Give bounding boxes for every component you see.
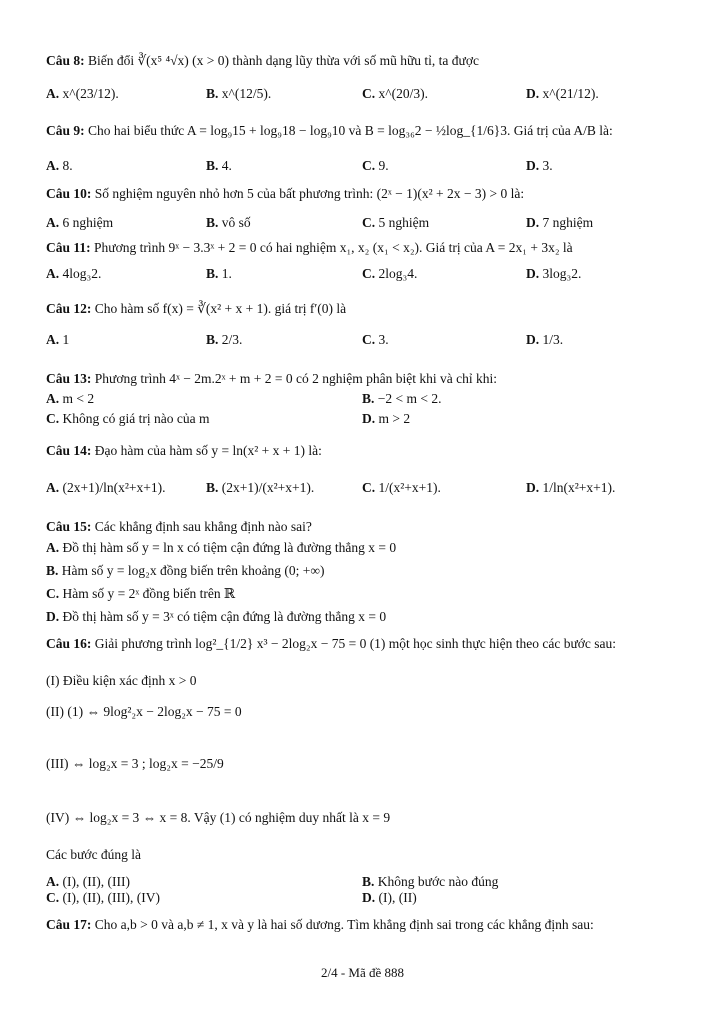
option-text: m < 2: [62, 391, 95, 406]
option-key: B.: [206, 266, 219, 281]
option-key: A.: [46, 158, 60, 173]
option-key: C.: [46, 411, 60, 426]
option-key: C.: [362, 215, 376, 230]
option-key: B.: [206, 215, 219, 230]
question-14: [46, 443, 685, 459]
option-key: B.: [206, 480, 219, 495]
question-8: [46, 53, 685, 69]
option-text: Đồ thị hàm số y = ln x có tiệm cận đứng là đường thẳng x = 0: [62, 540, 397, 555]
question-11: [46, 240, 685, 256]
option-text: x^(21/12).: [542, 86, 599, 101]
option-text: Không có giá trị nào của m: [62, 411, 210, 426]
question-12: [46, 301, 685, 317]
option-key: B.: [46, 563, 59, 578]
option-text: 4log₃2.: [62, 266, 102, 281]
option-text: (I), (II), (III), (IV): [62, 890, 160, 905]
option-text: 6 nghiệm: [62, 215, 114, 230]
option-key: B.: [362, 391, 375, 406]
option-key: C.: [362, 480, 376, 495]
option-key: A.: [46, 391, 60, 406]
option-text: Hàm số y = 2ˣ đồng biến trên ℝ: [62, 586, 236, 601]
option-text: 2log₃4.: [378, 266, 418, 281]
option-text: 8.: [62, 158, 73, 173]
option-text: 1: [62, 332, 70, 347]
option-key: A.: [46, 215, 60, 230]
question-text: Cho hàm số f(x) = ∛(x² + x + 1). giá trị f′(0) là: [94, 301, 347, 316]
option-text: (2x+1)/(x²+x+1).: [221, 480, 315, 495]
option-text: 1/ln(x²+x+1).: [542, 480, 616, 495]
option-key: A.: [46, 86, 60, 101]
question-text: Cho hai biểu thức A = log₉15 + log₉18 − log₉10 và B = log₃₆2 − ½log_{1/6}3. Giá trị của A/B là:: [88, 123, 613, 138]
option-key: D.: [362, 411, 376, 426]
question-label: Câu 10:: [46, 186, 92, 201]
question-label: Câu 13:: [46, 371, 92, 386]
option-text: 9.: [378, 158, 389, 173]
question-15: [46, 519, 685, 535]
option-text: 3.: [542, 158, 553, 173]
option-key: A.: [46, 540, 60, 555]
option-key: B.: [206, 332, 219, 347]
option-key: D.: [526, 158, 540, 173]
option-key: A.: [46, 332, 60, 347]
option-text: x^(20/3).: [378, 86, 428, 101]
question-text: Phương trình 4ˣ − 2m.2ˣ + m + 2 = 0 có 2 nghiệm phân biệt khi và chỉ khi:: [94, 371, 497, 386]
question-label: Câu 12:: [46, 301, 92, 316]
option-key: C.: [362, 266, 376, 281]
option-text: (I), (II), (III): [62, 874, 130, 889]
question-label: Câu 14:: [46, 443, 92, 458]
question-label: Câu 11:: [46, 240, 91, 255]
option-key: A.: [46, 266, 60, 281]
option-key: C.: [362, 332, 376, 347]
option-key: D.: [526, 332, 540, 347]
option-text: 1/(x²+x+1).: [378, 480, 441, 495]
option-key: B.: [206, 158, 219, 173]
option-text: m > 2: [378, 411, 411, 426]
step-2: (II) (1) ⇔ 9log²₂x − 2log₂x − 75 = 0: [46, 704, 242, 719]
question-13: [46, 371, 685, 387]
option-key: B.: [206, 86, 219, 101]
option-text: vô số: [221, 215, 251, 230]
question-label: Câu 15:: [46, 519, 92, 534]
option-text: 7 nghiệm: [542, 215, 594, 230]
option-text: 3log₃2.: [542, 266, 582, 281]
option-text: Không bước nào đúng: [377, 874, 499, 889]
option-text: 4.: [221, 158, 232, 173]
option-text: (I), (II): [378, 890, 417, 905]
question-text: Phương trình 9ˣ − 3.3ˣ + 2 = 0 có hai nghiệm x₁, x₂ (x₁ < x₂). Giá trị của A = 2x₁ + 3x₂ là: [94, 240, 573, 255]
question-text: Các khẳng định sau khẳng định nào sai?: [94, 519, 312, 534]
option-text: 1.: [221, 266, 232, 281]
option-text: 3.: [378, 332, 389, 347]
question-text: Giải phương trình log²_{1/2} x³ − 2log₂x − 75 = 0 (1) một học sinh thực hiện theo các bước sau:: [94, 636, 617, 651]
option-text: Đồ thị hàm số y = 3ˣ có tiệm cận đứng là đường thẳng x = 0: [62, 609, 387, 624]
option-key: C.: [362, 158, 376, 173]
steps-prompt: Các bước đúng là: [46, 847, 142, 862]
step-3: (III) ⇔ log₂x = 3 ; log₂x = −25/9: [46, 756, 224, 771]
option-key: D.: [526, 266, 540, 281]
option-text: 1/3.: [542, 332, 564, 347]
question-text: Số nghiệm nguyên nhỏ hơn 5 của bất phương trình: (2ˣ − 1)(x² + 2x − 3) > 0 là:: [94, 186, 525, 201]
question-17: [46, 917, 685, 933]
option-text: (2x+1)/ln(x²+x+1).: [62, 480, 166, 495]
option-key: C.: [46, 890, 60, 905]
option-key: D.: [362, 890, 376, 905]
option-key: C.: [46, 586, 60, 601]
option-key: D.: [46, 609, 60, 624]
step-4: (IV) ⇔ log₂x = 3 ⇔ x = 8. Vậy (1) có nghiệm duy nhất là x = 9: [46, 810, 391, 825]
option-text: 5 nghiệm: [378, 215, 430, 230]
option-text: 2/3.: [221, 332, 243, 347]
option-key: D.: [526, 215, 540, 230]
question-label: Câu 16:: [46, 636, 92, 651]
option-text: x^(12/5).: [221, 86, 272, 101]
option-key: B.: [362, 874, 375, 889]
question-label: Câu 9:: [46, 123, 85, 138]
question-16: [46, 636, 685, 652]
page-footer: 2/4 - Mã đề 888: [320, 965, 405, 980]
step-1: (I) Điều kiện xác định x > 0: [46, 673, 197, 688]
option-key: A.: [46, 480, 60, 495]
option-key: C.: [362, 86, 376, 101]
question-label: Câu 17:: [46, 917, 92, 932]
question-10: [46, 186, 685, 202]
option-key: D.: [526, 480, 540, 495]
question-text: Cho a,b > 0 và a,b ≠ 1, x và y là hai số dương. Tìm khẳng định sai trong các khẳng định sau:: [94, 917, 594, 932]
question-label: Câu 8:: [46, 53, 85, 68]
option-key: A.: [46, 874, 60, 889]
option-text: Hàm số y = log₂x đồng biến trên khoảng (0; +∞): [61, 563, 325, 578]
question-text: Biến đổi ∛(x⁵ ⁴√x) (x > 0) thành dạng lũy thừa với số mũ hữu tỉ, ta được: [88, 53, 479, 68]
option-key: D.: [526, 86, 540, 101]
option-text: x^(23/12).: [62, 86, 119, 101]
question-text: Đạo hàm của hàm số y = ln(x² + x + 1) là:: [94, 443, 322, 458]
option-text: −2 < m < 2.: [377, 391, 442, 406]
question-9: [46, 123, 685, 139]
